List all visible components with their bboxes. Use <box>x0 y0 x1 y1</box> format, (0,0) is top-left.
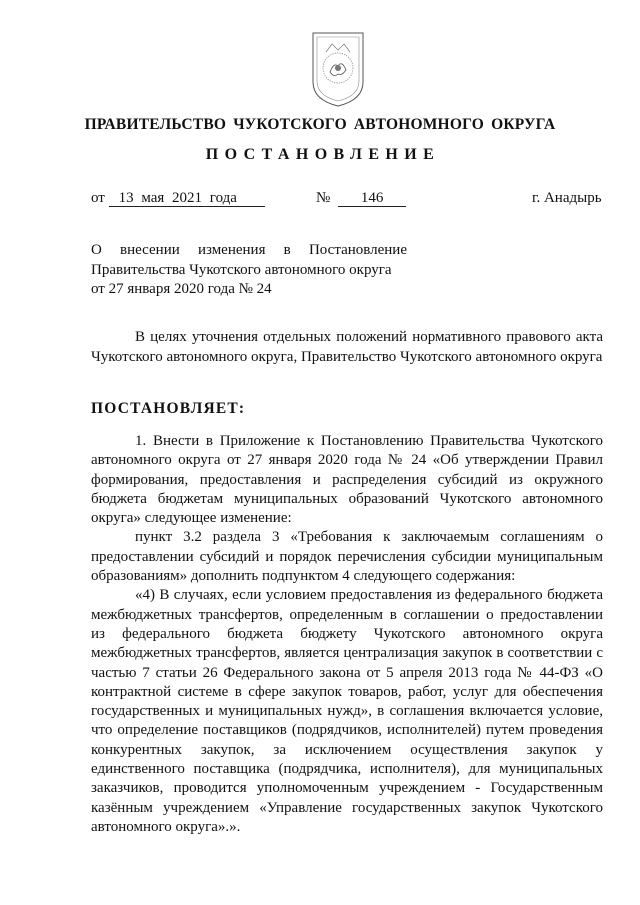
subject-line: от 27 января 2020 года № 24 <box>91 281 272 297</box>
document-city: г. Анадырь <box>532 190 602 206</box>
document-subject <box>91 241 407 300</box>
coat-of-arms-emblem <box>310 30 366 108</box>
document-number: 146 <box>338 191 406 207</box>
preamble <box>91 328 603 367</box>
number-line <box>316 190 406 207</box>
document-type: ПОСТАНОВЛЕНИЕ <box>205 146 441 163</box>
number-prefix: № <box>316 190 331 206</box>
subject-line: О внесении изменения в Постановление <box>91 242 407 258</box>
date-prefix: от <box>91 190 105 206</box>
body-paragraph: «4) В случаях, если условием предоставления из федерального бюджета межбюджетных трансфертов, определенным в соглашении о предоставлении из федерального бюджета бюджету Чукотского автономного округа межбюджетных трансфертов, является централизация закупок в соответствии с частью 7 статьи 26 Федерального закона от 5 апреля 2013 года № 44-ФЗ «О контрактной системе в сфере закупок товаров, работ, услуг для обеспечения государственных и муниципальных нужд», в соглашения включается условие, что определение поставщиков (подрядчиков, исполнителей) путем проведения конкурентных закупок, за исключением осуществления закупок у единственного поставщика (подрядчика, исполнителя), для муниципальных заказчиков, проводится уполномоченным учреждением - Государственным казённым учреждением «Управление государственных закупок Чукотского автономного округа».». <box>91 587 603 835</box>
decree-word: ПОСТАНОВЛЯЕТ: <box>91 400 246 417</box>
date-line <box>91 190 265 207</box>
government-title: ПРАВИТЕЛЬСТВО ЧУКОТСКОГО АВТОНОМНОГО ОКРУГА <box>84 116 556 133</box>
subject-line: Правительства Чукотского автономного округа <box>91 261 392 278</box>
body-paragraph: пункт 3.2 раздела 3 «Требования к заключаемым соглашениям о предоставлении субсидий и порядок перечисления субсидии муниципальным образованиям» дополнить подпунктом 4 следующего содержания: <box>91 529 603 585</box>
decree-body <box>91 432 603 837</box>
body-paragraph: 1. Внести в Приложение к Постановлению Правительства Чукотского автономного округа от 27 января 2020 года № 24 «Об утверждении Правил формирования, предоставления и распределения субсидий из окружного бюджета бюджетам муниципальных образований Чукотского автономного округа» следующее изменение: <box>91 433 603 527</box>
preamble-text: В целях уточнения отдельных положений нормативного правового акта Чукотского автономного округа, Правительство Чукотского автономного округа <box>91 329 603 365</box>
document-date: 13 мая 2021 года <box>109 191 265 207</box>
